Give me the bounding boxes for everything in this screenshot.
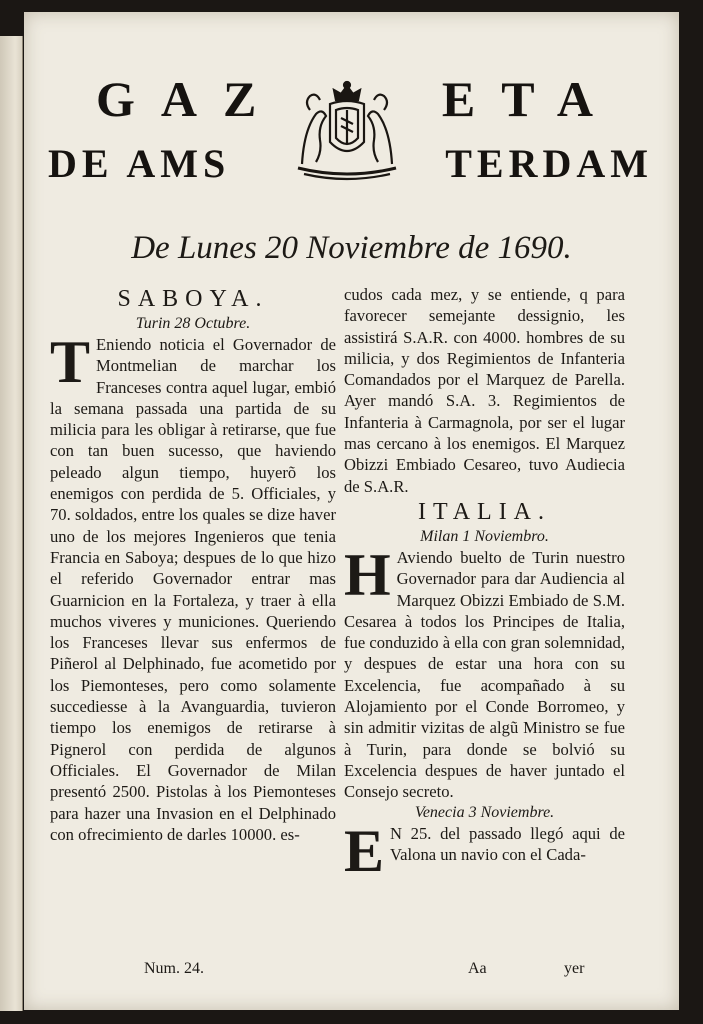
article-venecia-text: N 25. del passado llegó aqui de Valona un navio con el Cada-	[390, 823, 625, 864]
masthead-de-ams: DE AMS	[48, 141, 231, 186]
article-saboya-continuation: cudos cada mez, y se entiende, q para favorecer semejante dessignio, les assistirá S.A.R. con 4000. hombres de su milicia, y dos Regimientos de Infanteria Comandados por el Marquez de Parella. Ayer mandó S.A. 3. Regimientos de Infanteria à Carmagnola, por ser el lugar mas cercano à los enemigos. El Marquez Obizzi Embiado Cesareo, tuvo Audiecia de S.A.R.	[344, 285, 625, 496]
dateline-turin: Turin 28 Octubre.	[135, 315, 251, 332]
catchword: yer	[564, 960, 585, 977]
article-saboya-text: Eniendo noticia el Governador de Montmelian de marchar los Franceses contra aquel lugar, embió la semana passada una partida de su milicia para les obligar à retirarse, que fue con tan buen sucesso, que haviendo peleado algun tiempo, huyerõ los enemigos con perdida de 5. Officiales, y 70. soldados, entre los quales se dize haver uno de los mejores Ingenieros que tenia Francia en Saboya; despues de lo que hizo el referido Governador entrar mas Guarnicion en la Fortaleza, y traer à ella muchos viveres y municiones. Queriendo los Franceses llevar sus enfermos de Piñerol al Delphinado, fue acometido por los Piemonteses, pero como solamente succediesse à la Avanguardia, tuvieron tiempo los enemigos de retirarse à Pignerol con perdida de algunos Officiales. El Governador de Milan presentó 2500. Pistolas à los Piemonteses para hazer una Invasion en el Delphinado con ofrecimiento de darles 10000. es-	[50, 335, 336, 844]
printer-signature: Aa	[468, 960, 487, 977]
dateline-venecia: Venecia 3 Noviembre.	[414, 803, 555, 821]
issue-number: Num. 24.	[144, 960, 204, 977]
masthead-eta: ETA	[441, 71, 619, 127]
right-column	[344, 284, 625, 884]
dropcap: H	[344, 541, 391, 608]
masthead-line-2	[24, 140, 679, 187]
section-title-italia: ITALIA.	[417, 498, 552, 525]
dateline-milan: Milan 1 Noviembro.	[420, 527, 549, 545]
left-column	[50, 284, 336, 845]
dropcap: T	[50, 329, 91, 395]
article-saboya	[50, 329, 336, 845]
article-venecia	[344, 817, 625, 884]
article-milan-text: Aviendo buelto de Turin nuestro Governador para dar Audiencia al Marquez Obizzi Embiado de S.M. Cesarea à todos los Principes de Italia, fue conduzido à ella con gran solemnidad, y despues de estar una hora con su Excelencia, fue acompañado à su Alojamiento por el Conde Borromeo, y sin admitir vizitas de algũ Ministro se fue à Turin, para donde se bolvió su Excelencia despues de haver juntado el Consejo secreto.	[344, 547, 625, 802]
masthead-gaz: GAZ	[96, 71, 283, 127]
article-milan	[344, 541, 625, 803]
dropcap: E	[344, 817, 385, 884]
masthead-terdam: TERDAM	[445, 141, 653, 186]
newspaper-page	[24, 12, 679, 1010]
issue-dateline: De Lunes 20 Noviembre de 1690.	[131, 230, 572, 266]
section-title-saboya: SABOYA.	[117, 286, 269, 312]
adjacent-page-edge	[0, 36, 23, 1011]
